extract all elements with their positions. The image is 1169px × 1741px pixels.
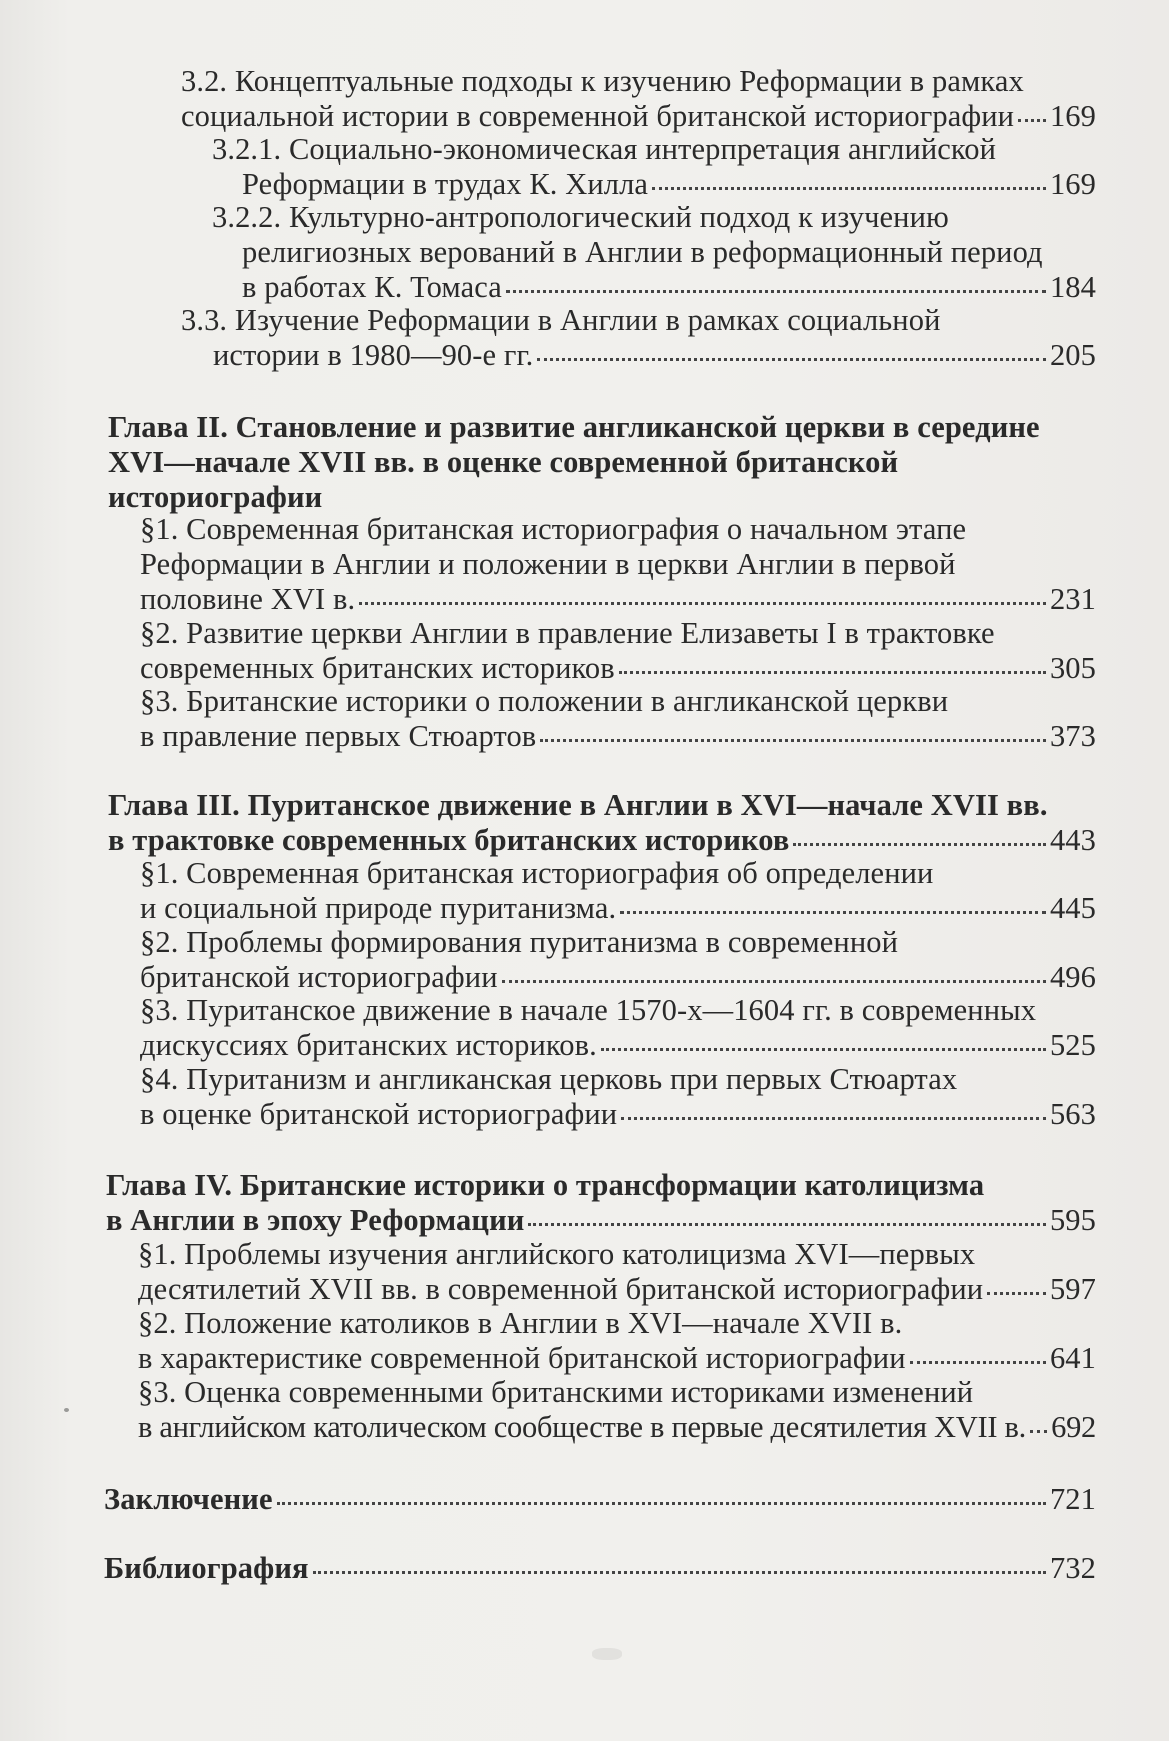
leader-dots [793, 842, 1046, 846]
toc-line: религиозных верований в Англии в реформационный период [242, 235, 1043, 269]
toc-line: Реформации в трудах К. Хилла [242, 167, 649, 201]
page-number: 525 [1049, 1028, 1096, 1062]
toc-line: §3. Оценка современными британскими историками изменений [138, 1375, 974, 1409]
toc-entry-3-2-2[interactable] [212, 200, 1096, 305]
toc-entry-3-4[interactable] [140, 1062, 1096, 1132]
toc-line: в характеристике современной британской историографии [138, 1341, 906, 1375]
leader-dots [540, 738, 1046, 742]
leader-dots [910, 1360, 1046, 1364]
toc-line: десятилетий XVII вв. в современной британской историографии [138, 1272, 984, 1306]
page-number: 496 [1049, 960, 1096, 994]
toc-entry-4-1[interactable] [138, 1237, 1096, 1307]
leader-dots [1018, 118, 1046, 122]
toc-line: §2. Развитие церкви Англии в правление Елизаветы I в трактовке [140, 616, 995, 650]
toc-line: британской историографии [140, 960, 498, 994]
toc-line: Библиография [104, 1551, 309, 1585]
toc-line: историографии [108, 480, 323, 514]
page-number: 169 [1049, 167, 1096, 201]
toc-conclusion[interactable] [104, 1482, 1096, 1517]
toc-line: §2. Проблемы формирования пуританизма в современной [140, 925, 899, 959]
leader-dots [619, 670, 1046, 674]
page-number: 692 [1051, 1410, 1096, 1444]
leader-dots [1030, 1429, 1047, 1433]
toc-line: §4. Пуританизм и англиканская церковь при первых Стюартах [140, 1062, 958, 1096]
toc-line: §3. Британские историки о положении в англиканской церкви [140, 684, 949, 718]
leader-dots [652, 186, 1046, 190]
toc-line: 3.2.2. Культурно-антропологический подход к изучению [212, 200, 949, 234]
leader-dots [621, 1116, 1046, 1120]
toc-line: дискуссиях британских историков. [140, 1028, 597, 1062]
leader-dots [359, 601, 1046, 605]
toc-chapter-3[interactable] [108, 788, 1096, 858]
page-number: 641 [1049, 1341, 1096, 1375]
toc-line: современных британских историков [140, 651, 615, 685]
page-number: 597 [1049, 1272, 1096, 1306]
paper-speck [64, 1408, 69, 1412]
toc-entry-3-1[interactable] [140, 856, 1096, 926]
toc-line: §1. Современная британская историография об определении [140, 856, 934, 890]
leader-dots [506, 289, 1046, 293]
toc-entry-3-2[interactable] [181, 64, 1096, 134]
toc-entry-4-3[interactable] [138, 1375, 1096, 1445]
toc-line: в английском католическом сообществе в первые десятилетия XVII в. [138, 1410, 1026, 1444]
toc-line: Глава III. Пуританское движение в Англии в XVI—начале XVII вв. [108, 788, 1048, 822]
toc-line: §1. Проблемы изучения английского католицизма XVI—первых [138, 1237, 976, 1271]
leader-dots [620, 910, 1046, 914]
toc-entry-2-1[interactable] [140, 512, 1096, 617]
toc-line: в работах К. Томаса [242, 270, 502, 304]
toc-entry-3-3b[interactable] [140, 993, 1096, 1063]
leader-dots [537, 357, 1046, 361]
toc-line: Глава IV. Британские историки о трансформации католицизма [106, 1168, 985, 1202]
toc-chapter-4[interactable] [106, 1168, 1096, 1238]
leader-dots [277, 1501, 1046, 1505]
page-number: 205 [1049, 338, 1096, 372]
toc-line: Реформации в Англии и положении в церкви Англии в первой [140, 547, 956, 581]
toc-line: и социальной природе пуританизма. [140, 891, 617, 925]
page-smudge [592, 1648, 622, 1660]
toc-entry-3-2-1[interactable] [212, 132, 1096, 202]
toc-chapter-2[interactable] [108, 410, 1098, 515]
toc-line: половине XVI в. [140, 582, 356, 616]
page-number: 169 [1049, 99, 1096, 133]
page-number: 184 [1049, 270, 1096, 304]
toc-line: в трактовке современных британских историков [108, 823, 790, 857]
toc-line: в Англии в эпоху Реформации [106, 1203, 525, 1237]
toc-line: Глава II. Становление и развитие англиканской церкви в середине [108, 410, 1040, 444]
toc-entry-2-3[interactable] [140, 684, 1096, 754]
toc-entry-4-2[interactable] [138, 1306, 1096, 1376]
toc-line: социальной истории в современной британской историографии [181, 99, 1015, 133]
toc-entry-3-3[interactable] [181, 303, 1096, 373]
page-number: 231 [1049, 582, 1096, 616]
toc-line: §1. Современная британская историография о начальном этапе [140, 512, 967, 546]
toc-line: истории в 1980—90-е гг. [213, 338, 534, 372]
toc-line: 3.2.1. Социально-экономическая интерпретация английской [212, 132, 997, 166]
page-number: 445 [1049, 891, 1096, 925]
page-number: 595 [1049, 1203, 1096, 1237]
leader-dots [313, 1570, 1046, 1574]
toc-line: §2. Положение католиков в Англии в XVI—начале XVII в. [138, 1306, 903, 1340]
page-number: 732 [1049, 1551, 1096, 1585]
leader-dots [528, 1222, 1046, 1226]
toc-line: Заключение [104, 1482, 273, 1516]
toc-bibliography[interactable] [104, 1551, 1096, 1586]
toc-line: в правление первых Стюартов [140, 719, 537, 753]
leader-dots [987, 1291, 1046, 1295]
toc-entry-2-2[interactable] [140, 616, 1096, 686]
page-number: 443 [1049, 823, 1096, 857]
leader-dots [502, 979, 1046, 983]
page-number: 721 [1049, 1482, 1096, 1516]
page-number: 563 [1049, 1097, 1096, 1131]
toc-line: XVI—начале XVII вв. в оценке современной британской [108, 445, 899, 479]
page-number: 373 [1049, 719, 1096, 753]
leader-dots [601, 1047, 1046, 1051]
toc-line: 3.3. Изучение Реформации в Англии в рамках социальной [181, 303, 941, 337]
toc-line: 3.2. Концептуальные подходы к изучению Реформации в рамках [181, 64, 1024, 98]
toc-line: §3. Пуританское движение в начале 1570-х—1604 гг. в современных [140, 993, 1037, 1027]
page-number: 305 [1049, 651, 1096, 685]
toc-line: в оценке британской историографии [140, 1097, 618, 1131]
toc-entry-3-2b[interactable] [140, 925, 1096, 995]
